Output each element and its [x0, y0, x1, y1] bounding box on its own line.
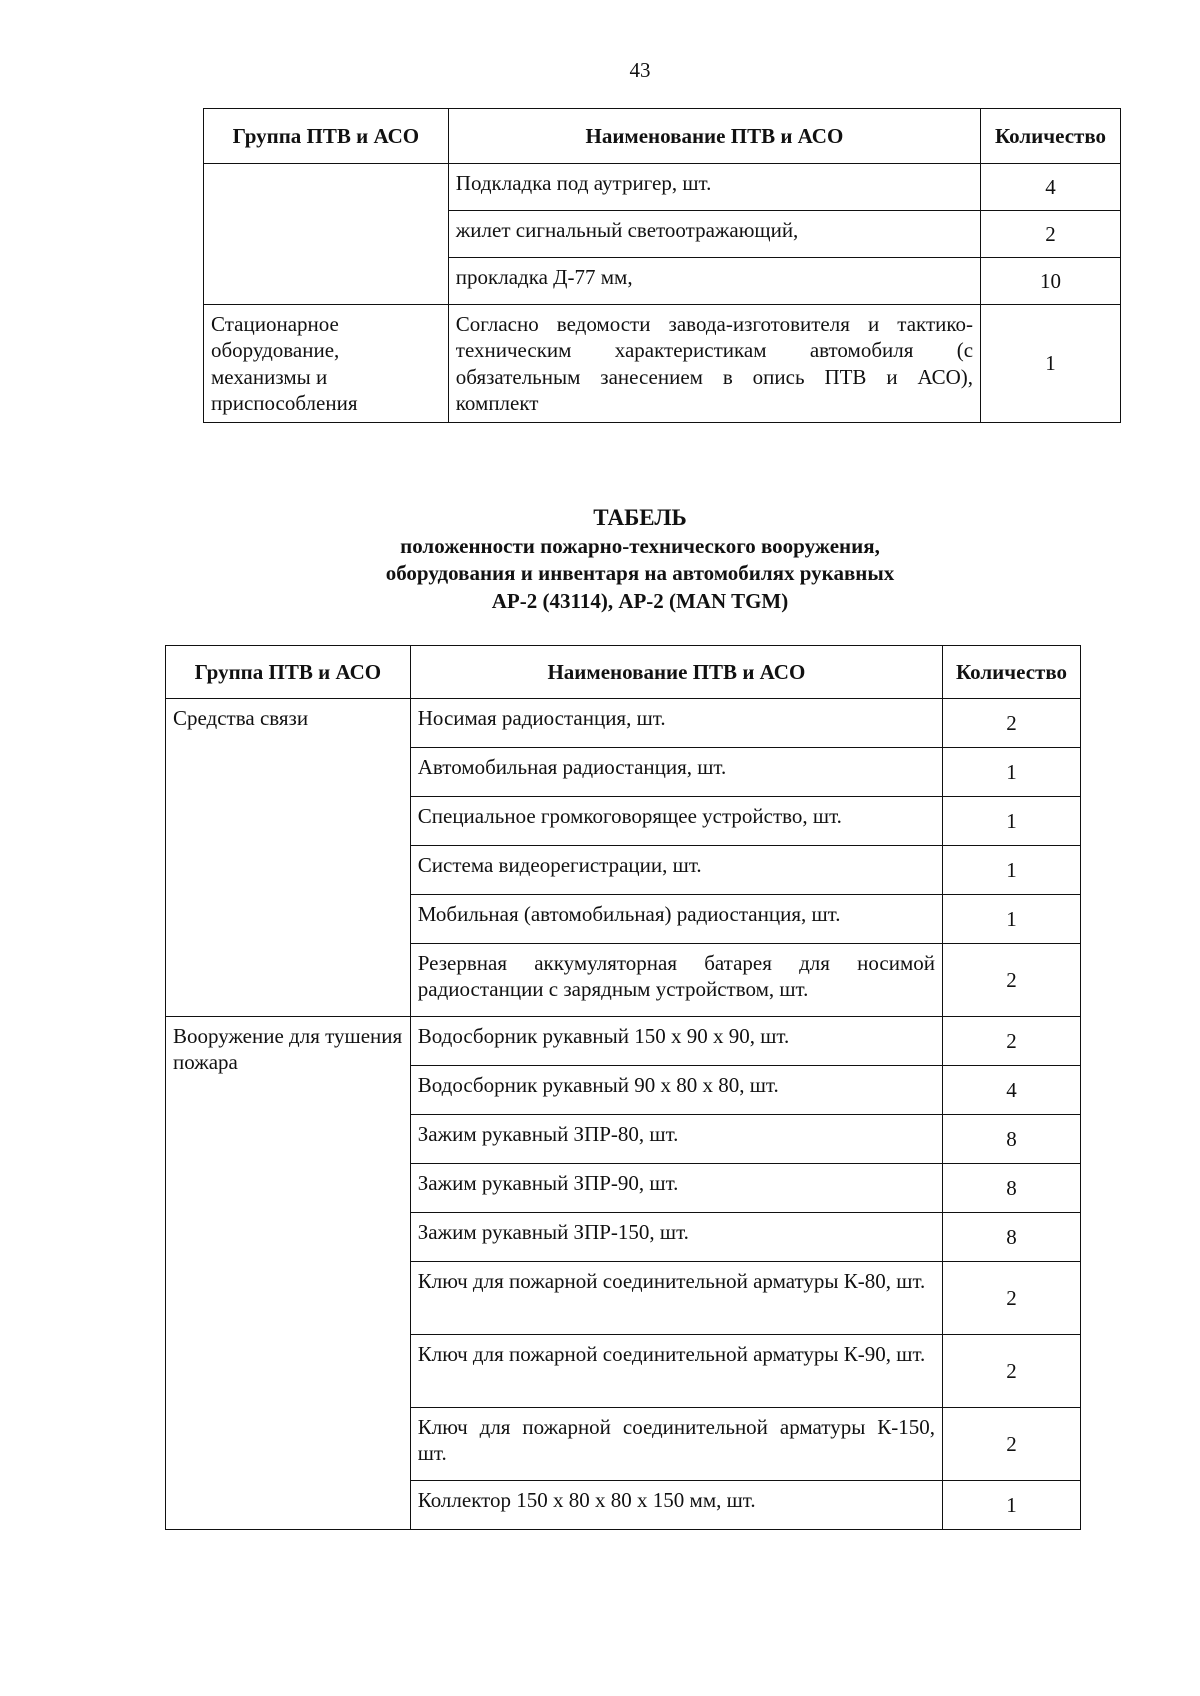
table-row — [166, 699, 1081, 748]
item-quantity: 8 — [943, 1213, 1081, 1262]
item-name: Ключ для пожарной соединительной арматуры К-80, шт. — [410, 1262, 942, 1335]
group-cell: Средства связи — [166, 699, 411, 1017]
column-header-name: Наименование ПТВ и АСО — [410, 646, 942, 699]
item-quantity: 2 — [943, 1408, 1081, 1481]
equipment-table — [165, 645, 1081, 1530]
item-name: Водосборник рукавный 90 х 80 х 80, шт. — [410, 1066, 942, 1115]
item-name: Зажим рукавный ЗПР-150, шт. — [410, 1213, 942, 1262]
item-name: Коллектор 150 х 80 х 80 х 150 мм, шт. — [410, 1481, 942, 1530]
item-name: Мобильная (автомобильная) радиостанция, шт. — [410, 895, 942, 944]
item-name: Подкладка под аутригер, шт. — [448, 164, 980, 211]
page-number: 43 — [629, 58, 651, 82]
item-name: Резервная аккумуляторная батарея для носимой радиостанции с зарядным устройством, шт. — [410, 944, 942, 1017]
item-name: Зажим рукавный ЗПР-90, шт. — [410, 1164, 942, 1213]
title-line-1: положенности пожарно-технического вооружения, — [400, 534, 880, 558]
item-quantity: 4 — [943, 1066, 1081, 1115]
item-name: Система видеорегистрации, шт. — [410, 846, 942, 895]
group-cell-empty — [204, 164, 449, 305]
item-name: жилет сигнальный светоотражающий, — [448, 211, 980, 258]
item-quantity: 2 — [943, 944, 1081, 1017]
group-cell: Стационарное оборудование, механизмы и приспособления — [204, 305, 449, 423]
item-quantity: 8 — [943, 1164, 1081, 1213]
column-header-group: Группа ПТВ и АСО — [166, 646, 411, 699]
column-header-quantity: Количество — [981, 109, 1121, 164]
item-quantity: 1 — [943, 1481, 1081, 1530]
item-name: Согласно ведомости завода-изготовителя и тактико-техническим характеристикам автомобиля (с обязательным занесением в опись ПТВ и АСО), комплект — [448, 305, 980, 423]
item-quantity: 1 — [981, 305, 1121, 423]
equipment-table-continued — [203, 108, 1121, 423]
item-quantity: 4 — [981, 164, 1121, 211]
column-header-name: Наименование ПТВ и АСО — [448, 109, 980, 164]
item-name: Носимая радиостанция, шт. — [410, 699, 942, 748]
item-name: Ключ для пожарной соединительной арматуры К-150, шт. — [410, 1408, 942, 1481]
item-name: Ключ для пожарной соединительной арматуры К-90, шт. — [410, 1335, 942, 1408]
item-name: прокладка Д-77 мм, — [448, 258, 980, 305]
table-row — [166, 1017, 1081, 1066]
table-title — [0, 505, 1200, 615]
item-quantity: 1 — [943, 748, 1081, 797]
title-line-3: АР-2 (43114), АР-2 (MAN TGM) — [491, 588, 789, 613]
item-quantity: 2 — [943, 1017, 1081, 1066]
item-quantity: 1 — [943, 797, 1081, 846]
column-header-quantity: Количество — [943, 646, 1081, 699]
item-name: Водосборник рукавный 150 х 90 х 90, шт. — [410, 1017, 942, 1066]
table-header-row — [166, 646, 1081, 699]
item-quantity: 1 — [943, 846, 1081, 895]
item-name: Специальное громкоговорящее устройство, шт. — [410, 797, 942, 846]
item-quantity: 2 — [943, 1262, 1081, 1335]
title-line-2: оборудования и инвентаря на автомобилях рукавных — [385, 561, 895, 586]
column-header-group: Группа ПТВ и АСО — [204, 109, 449, 164]
item-name: Зажим рукавный ЗПР-80, шт. — [410, 1115, 942, 1164]
item-quantity: 1 — [943, 895, 1081, 944]
item-name: Автомобильная радиостанция, шт. — [410, 748, 942, 797]
table-row — [204, 164, 1121, 211]
item-quantity: 2 — [943, 1335, 1081, 1408]
item-quantity: 2 — [981, 211, 1121, 258]
table-header-row — [204, 109, 1121, 164]
item-quantity: 10 — [981, 258, 1121, 305]
title-main: ТАБЕЛЬ — [593, 505, 687, 530]
item-quantity: 2 — [943, 699, 1081, 748]
table-row — [204, 305, 1121, 423]
group-cell: Вооружение для тушения пожара — [166, 1017, 411, 1530]
item-quantity: 8 — [943, 1115, 1081, 1164]
